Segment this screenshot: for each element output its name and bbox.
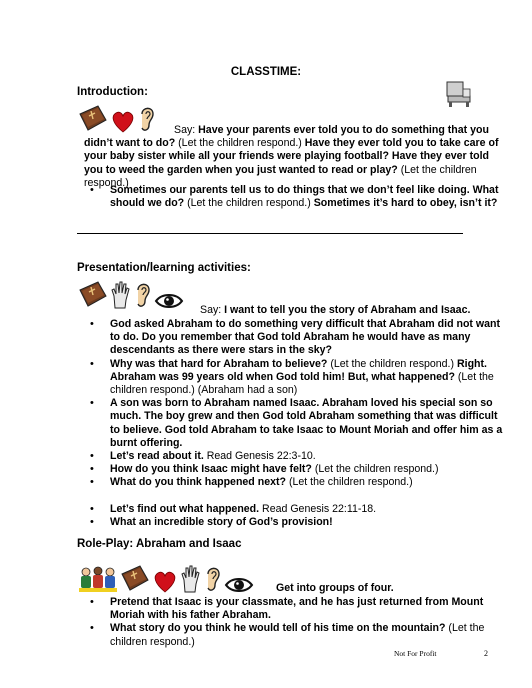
- list-item: • Pretend that Isaac is your classmate, and he has just returned from Mount Moriah with his father Abraham.: [77, 596, 509, 622]
- bible-icon: [120, 562, 150, 594]
- list-item: • What an incredible story of God’s provision!: [77, 516, 509, 529]
- list-item: • How do you think Isaac might have felt? (Let the children respond.): [77, 463, 509, 476]
- list-item: • Let’s find out what happened. Read Genesis 22:11-18.: [77, 503, 509, 516]
- roleplay-icon-row: [78, 560, 254, 594]
- say-label: Say:: [200, 304, 222, 316]
- section-heading-presentation: Presentation/learning activities:: [77, 262, 251, 274]
- presentation-icon-row: [78, 276, 184, 310]
- intro-question-1: Have your parents ever told you to do something that you didn’t want to do?: [84, 124, 489, 150]
- bible-icon: [78, 278, 108, 310]
- list-item: • What story do you think he would tell of his time on the mountain? (Let the children respond.): [77, 622, 509, 648]
- list-item: • Sometimes our parents tell us to do things that we don’t feel like doing. What should we do? (Let the children respond.) Sometimes it’s hard to obey, isn’t it?: [77, 184, 509, 210]
- presentation-say-line: [200, 304, 520, 317]
- say-label: Say:: [174, 124, 196, 136]
- section-heading-introduction: Introduction:: [77, 86, 148, 98]
- roleplay-bullet-list: [77, 596, 509, 649]
- footer-text: Not For Profit: [394, 649, 437, 658]
- page-title: CLASSTIME:: [230, 66, 302, 78]
- eye-icon: [224, 576, 254, 594]
- list-item: • A son was born to Abraham named Isaac. Abraham loved his special son so much. The boy grew and then God told Abraham something that was difficult to believe. God told Abraham to take Isaac to Mount Moriah and offer him as a burnt offering.: [77, 397, 509, 450]
- children-icon: [78, 564, 118, 594]
- section-divider: [77, 233, 463, 234]
- intro-respond-1: (Let the children respond.): [178, 137, 302, 150]
- list-item: • What do you think happened next? (Let the children respond.): [77, 476, 509, 489]
- intro-respond-2: (Let the children respond.): [84, 163, 477, 189]
- chair-icon: [444, 80, 474, 113]
- roleplay-lead: Get into groups of four.: [276, 582, 394, 594]
- intro-bullet-list: [77, 184, 509, 210]
- eye-icon: [154, 292, 184, 310]
- list-item: • Why was that hard for Abraham to believe? (Let the children respond.) Right. Abraham was 99 years old when God told him! But, what happened? (Let the children respond.) (Abraham had a son): [77, 358, 509, 398]
- heart-icon: [152, 568, 178, 594]
- section-heading-roleplay: Role-Play: Abraham and Isaac: [77, 538, 242, 550]
- hand-icon: [180, 564, 202, 594]
- presentation-say-text: I want to tell you the story of Abraham and Isaac.: [224, 304, 471, 316]
- list-item: • Let’s read about it. Read Genesis 22:3-10.: [77, 450, 509, 463]
- presentation-bullet-list: [77, 318, 509, 529]
- page-number: 2: [484, 649, 488, 658]
- hand-icon: [110, 280, 132, 310]
- list-item: • God asked Abraham to do something very difficult that Abraham did not want to do. Do you remember that God told Abraham he would have as many descendants as there were stars in the sky?: [77, 318, 509, 358]
- intro-question-2: Have they ever told you to take care of your baby sister while all your friends were playing football? Have they ever told you to weed the garden when you just wanted to read or play?: [84, 137, 499, 176]
- ear-icon: [134, 280, 152, 310]
- intro-say-paragraph: [84, 124, 510, 190]
- ear-icon: [204, 564, 222, 594]
